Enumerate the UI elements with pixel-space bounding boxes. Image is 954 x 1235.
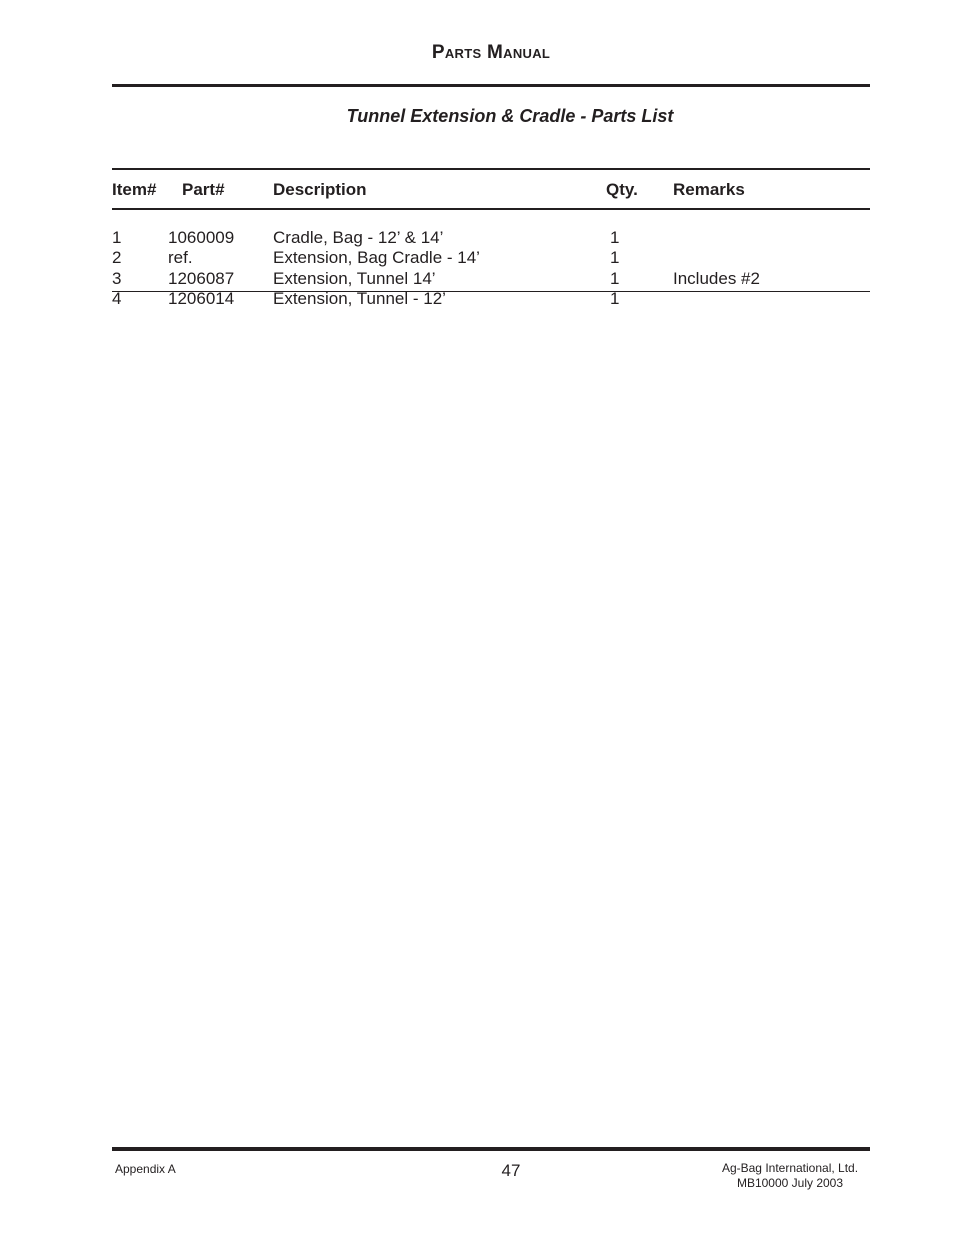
item-number: 1 xyxy=(112,228,122,247)
column-header-part: Part# xyxy=(182,180,225,199)
column-header-qty: Qty. xyxy=(606,180,638,199)
footer-company-info xyxy=(690,1161,890,1191)
description: Extension, Tunnel - 12’ xyxy=(273,289,446,308)
part-number: 1206014 xyxy=(168,289,235,308)
part-number: 1206087 xyxy=(168,269,235,288)
description: Extension, Tunnel 14’ xyxy=(273,269,436,288)
quantity: 1 xyxy=(610,248,620,267)
quantity: 1 xyxy=(610,269,620,288)
column-header-description: Description xyxy=(273,180,367,199)
header-rule xyxy=(112,84,870,87)
part-number: 1060009 xyxy=(168,228,235,247)
remarks: Includes #2 xyxy=(673,269,760,288)
item-number: 3 xyxy=(112,269,122,288)
quantity: 1 xyxy=(610,289,620,308)
page-number: 47 xyxy=(501,1161,521,1180)
quantity: 1 xyxy=(610,228,620,247)
footer-appendix-label: Appendix A xyxy=(115,1162,176,1176)
footer-company-name: Ag-Bag International, Ltd. xyxy=(721,1161,859,1175)
description: Cradle, Bag - 12’ & 14’ xyxy=(273,228,444,247)
column-header-remarks: Remarks xyxy=(673,180,745,199)
column-header-item: Item# xyxy=(112,180,157,199)
table-header-rule xyxy=(112,208,870,210)
item-number: 4 xyxy=(112,289,122,308)
description: Extension, Bag Cradle - 14’ xyxy=(273,248,480,267)
section-title: Tunnel Extension & Cradle - Parts List xyxy=(346,106,674,126)
table-top-rule xyxy=(112,168,870,170)
page-header-title: Parts Manual xyxy=(431,42,551,63)
footer-document-id: MB10000 July 2003 xyxy=(736,1176,844,1190)
item-number: 2 xyxy=(112,248,122,267)
footer-rule xyxy=(112,1147,870,1151)
part-number: ref. xyxy=(168,248,193,267)
